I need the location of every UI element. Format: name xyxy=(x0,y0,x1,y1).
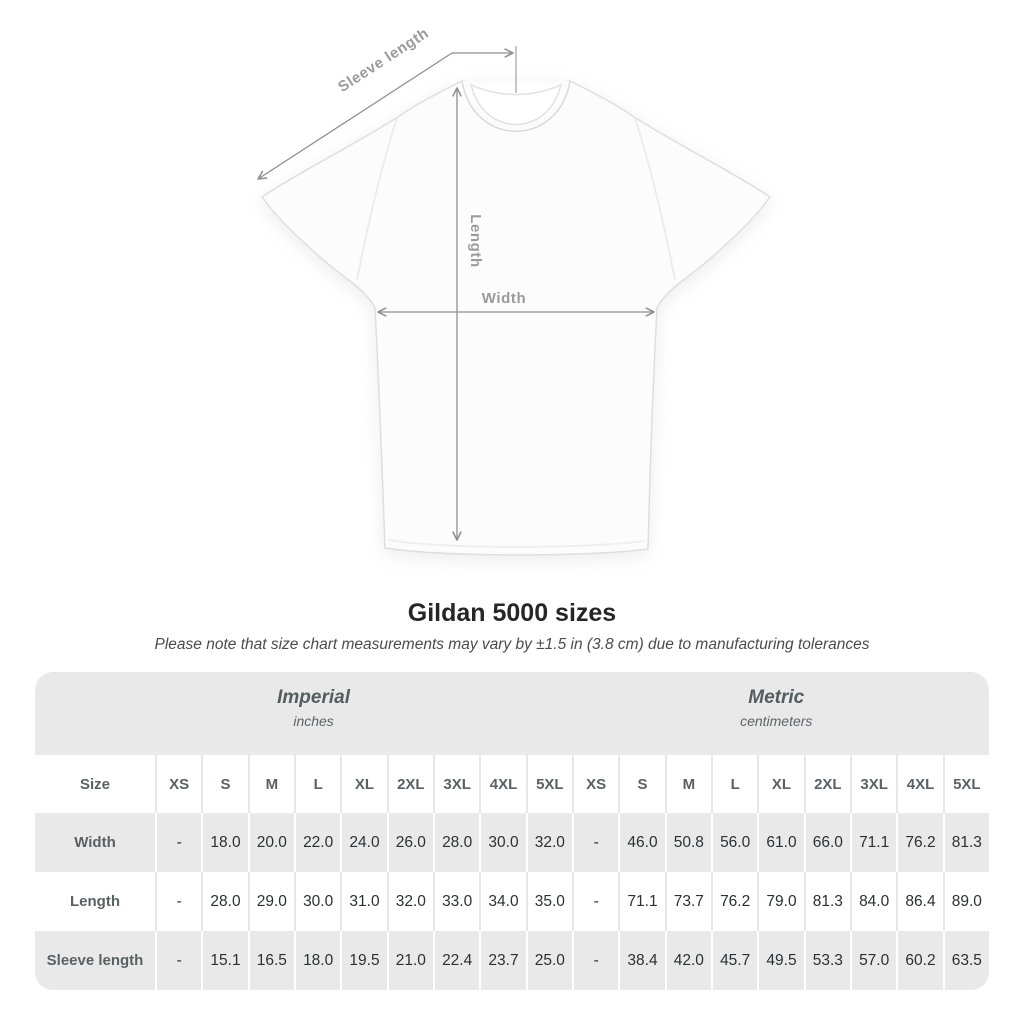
size-header-cell: 5XL xyxy=(943,755,989,813)
unit-header-band xyxy=(35,672,989,755)
value-cell: 28.0 xyxy=(433,813,479,872)
value-cell: 24.0 xyxy=(340,813,386,872)
value-cell: - xyxy=(155,931,201,990)
length-label: Length xyxy=(467,214,484,268)
size-header-cell: L xyxy=(711,755,757,813)
size-header-cell: 3XL xyxy=(433,755,479,813)
value-cell: 18.0 xyxy=(294,931,340,990)
value-cell: 46.0 xyxy=(618,813,664,872)
value-cell: 19.5 xyxy=(340,931,386,990)
value-cell: 81.3 xyxy=(943,813,989,872)
value-cell: 45.7 xyxy=(711,931,757,990)
table-row xyxy=(35,931,989,990)
value-cell: 71.1 xyxy=(618,872,664,931)
size-chart-table xyxy=(35,672,989,990)
size-header-cell: 2XL xyxy=(387,755,433,813)
value-cell: 81.3 xyxy=(804,872,850,931)
value-cell: 86.4 xyxy=(896,872,942,931)
value-cell: - xyxy=(155,872,201,931)
value-cell: 76.2 xyxy=(896,813,942,872)
table-row xyxy=(35,813,989,872)
metric-label: Metric xyxy=(748,687,805,708)
size-header-cell: XL xyxy=(757,755,803,813)
size-header-cell: S xyxy=(618,755,664,813)
value-cell: 32.0 xyxy=(387,872,433,931)
imperial-unit-label: inches xyxy=(293,713,334,729)
size-header-cell: S xyxy=(201,755,247,813)
row-label: Width xyxy=(74,834,116,851)
size-header-row xyxy=(35,755,989,813)
size-header-cell: M xyxy=(248,755,294,813)
width-label: Width xyxy=(481,290,527,307)
size-header-cell: 4XL xyxy=(479,755,525,813)
value-cell: 22.4 xyxy=(433,931,479,990)
value-cell: - xyxy=(572,931,618,990)
value-cell: 50.8 xyxy=(665,813,711,872)
value-cell: 84.0 xyxy=(850,872,896,931)
value-cell: 22.0 xyxy=(294,813,340,872)
metric-unit-label: centimeters xyxy=(740,713,813,729)
value-cell: - xyxy=(572,813,618,872)
imperial-group-header xyxy=(277,687,350,729)
value-cell: 30.0 xyxy=(479,813,525,872)
value-cell: 29.0 xyxy=(248,872,294,931)
size-header-cell: XS xyxy=(572,755,618,813)
size-table-body xyxy=(35,813,989,990)
size-header-cell: M xyxy=(665,755,711,813)
value-cell: 73.7 xyxy=(665,872,711,931)
metric-group-header xyxy=(740,687,812,729)
tshirt-illustration xyxy=(262,81,770,555)
value-cell: 42.0 xyxy=(665,931,711,990)
value-cell: 20.0 xyxy=(248,813,294,872)
chart-heading xyxy=(0,598,1024,654)
tolerance-note: Please note that size chart measurements may vary by ±1.5 in (3.8 cm) due to manufacturing tolerances xyxy=(154,636,870,653)
value-cell: 16.5 xyxy=(248,931,294,990)
size-header-cell: 2XL xyxy=(804,755,850,813)
value-cell: - xyxy=(155,813,201,872)
value-cell: 34.0 xyxy=(479,872,525,931)
value-cell: 26.0 xyxy=(387,813,433,872)
row-label: Length xyxy=(70,893,120,910)
row-label: Sleeve length xyxy=(46,952,144,969)
value-cell: 28.0 xyxy=(201,872,247,931)
value-cell: 21.0 xyxy=(387,931,433,990)
value-cell: 18.0 xyxy=(201,813,247,872)
size-header-cell: L xyxy=(294,755,340,813)
value-cell: 53.3 xyxy=(804,931,850,990)
value-cell: 56.0 xyxy=(711,813,757,872)
value-cell: 63.5 xyxy=(943,931,989,990)
value-cell: 35.0 xyxy=(526,872,572,931)
value-cell: 31.0 xyxy=(340,872,386,931)
size-header-cell: 4XL xyxy=(896,755,942,813)
value-cell: 30.0 xyxy=(294,872,340,931)
value-cell: 25.0 xyxy=(526,931,572,990)
size-header-cell: 3XL xyxy=(850,755,896,813)
sleeve-length-label: Sleeve length xyxy=(335,24,433,96)
value-cell: 33.0 xyxy=(433,872,479,931)
size-header-cell: XL xyxy=(340,755,386,813)
value-cell: 60.2 xyxy=(896,931,942,990)
page-title: Gildan 5000 sizes xyxy=(407,599,617,627)
value-cell: 15.1 xyxy=(201,931,247,990)
size-header-cell: 5XL xyxy=(526,755,572,813)
table-row xyxy=(35,872,989,931)
value-cell: 38.4 xyxy=(618,931,664,990)
value-cell: 71.1 xyxy=(850,813,896,872)
value-cell: 23.7 xyxy=(479,931,525,990)
size-header-cell: XS xyxy=(155,755,201,813)
value-cell: 32.0 xyxy=(526,813,572,872)
value-cell: 49.5 xyxy=(757,931,803,990)
value-cell: 76.2 xyxy=(711,872,757,931)
imperial-label: Imperial xyxy=(277,687,350,708)
size-column-header: Size xyxy=(79,775,110,793)
value-cell: 79.0 xyxy=(757,872,803,931)
value-cell: 57.0 xyxy=(850,931,896,990)
value-cell: 61.0 xyxy=(757,813,803,872)
value-cell: - xyxy=(572,872,618,931)
value-cell: 66.0 xyxy=(804,813,850,872)
value-cell: 89.0 xyxy=(943,872,989,931)
